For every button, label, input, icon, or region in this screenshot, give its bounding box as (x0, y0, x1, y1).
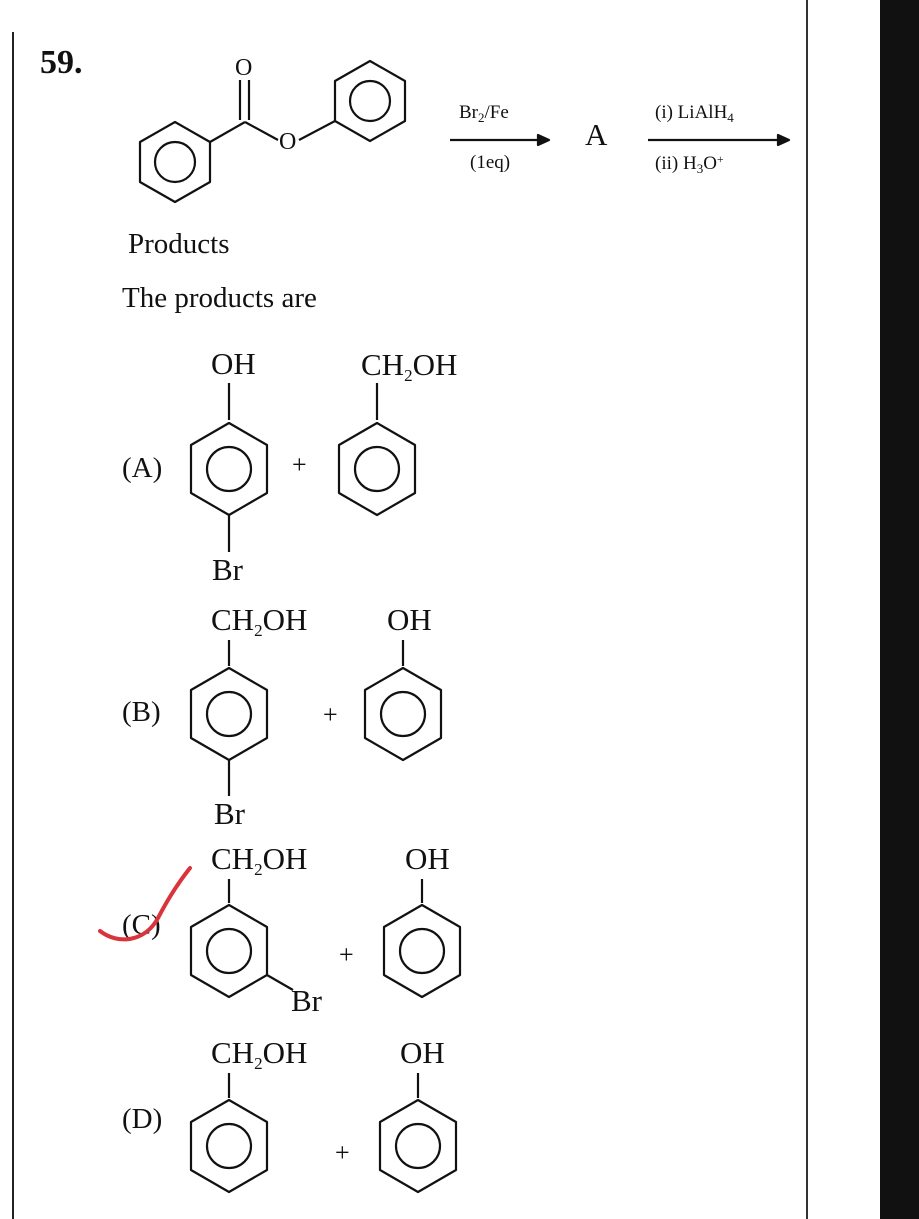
reagent-2-bottom: (ii) $H_3O^+$ (655, 152, 724, 176)
carbonyl-oxygen-label: O (235, 55, 253, 81)
option-b-plus: + (323, 700, 338, 729)
reactant-bond-ring-carbonyl (210, 122, 245, 142)
reagent-2-top: (i) LiAlH$_4$ (655, 102, 734, 125)
opt-d-right-ring (380, 1100, 456, 1192)
option-c-right-oh: OH (405, 841, 450, 876)
ester-oxygen-label: O (279, 129, 297, 155)
opt-a-right-ring (339, 423, 415, 515)
option-a-plus: + (292, 450, 307, 479)
reagent-1-top: $Br_2/Fe$ (459, 102, 509, 125)
reagent-1-bottom: (1eq) (470, 152, 511, 173)
opt-c-left-meta-bond (267, 975, 293, 990)
option-a-label: (A) (122, 452, 163, 484)
option-a-left-oh: OH (211, 346, 256, 381)
question-number: 59. (40, 44, 83, 81)
option-d-plus: + (335, 1138, 350, 1167)
opt-b-right-ring (365, 668, 441, 760)
products-label: Products (128, 228, 230, 260)
option-d-label: (D) (122, 1103, 163, 1135)
option-b-left-br: Br (214, 796, 245, 831)
reactant-benzoyl-ring (140, 122, 210, 202)
option-b-label: (B) (122, 696, 161, 728)
option-c-left-br: Br (291, 983, 322, 1018)
opt-a-left-ring (191, 423, 267, 515)
opt-d-left-ring (191, 1100, 267, 1192)
option-c-left-ch2oh: $CH_2OH$ (211, 841, 308, 879)
option-d-left-ch2oh: $CH_2OH$ (211, 1035, 308, 1073)
opt-c-left-ring (191, 905, 267, 997)
option-a-left-br: Br (212, 552, 243, 587)
reaction-arrow-1-head (538, 135, 549, 145)
check-mark-icon (100, 868, 190, 939)
option-c-plus: + (339, 940, 354, 969)
reactant-bond-carbonyl-o (245, 122, 278, 140)
reaction-arrow-2-head (778, 135, 789, 145)
reactant-bond-o-phenyl (299, 121, 335, 140)
option-d-right-oh: OH (400, 1035, 445, 1070)
reactant-phenoxy-ring (335, 61, 405, 141)
opt-c-right-ring (384, 905, 460, 997)
question-stem: The products are (122, 282, 317, 314)
option-a-right-ch2oh: $CH_2OH$ (361, 347, 458, 385)
opt-b-left-ring (191, 668, 267, 760)
option-b-right-oh: OH (387, 602, 432, 637)
option-b-left-ch2oh: $CH_2OH$ (211, 602, 308, 640)
intermediate-a: A (585, 117, 608, 152)
option-c-label: (C) (122, 909, 161, 941)
